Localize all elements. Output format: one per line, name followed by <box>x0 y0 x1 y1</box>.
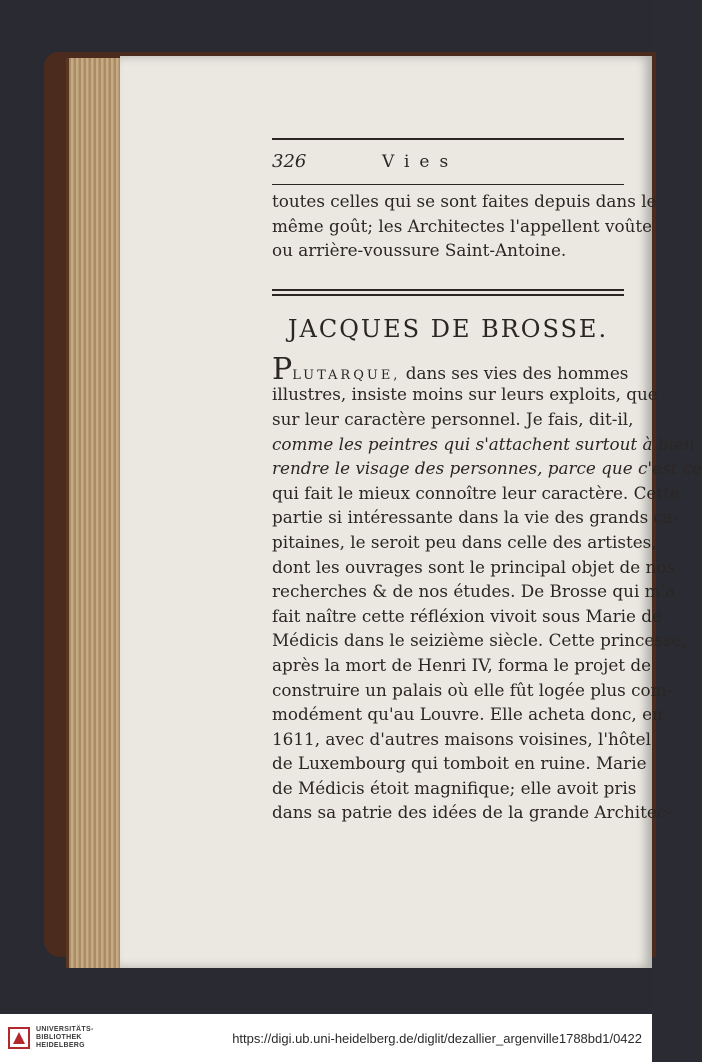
viewer-footer <box>0 1014 652 1062</box>
running-head: Vies <box>382 152 459 172</box>
text-line: 1611, avec d'autres maisons voisines, l'hôtel <box>272 728 651 749</box>
text-line: fait naître cette réfléxion vivoit sous Marie de <box>272 605 662 626</box>
text-line: toutes celles qui se sont faites depuis dans le <box>272 191 657 211</box>
text-line: recherches & de nos études. De Brosse qui m'a <box>272 581 676 602</box>
text-line: qui fait le mieux connoître leur caractère. Cette <box>272 482 680 503</box>
text-line: partie si intéressante dans la vie des grands ca- <box>272 507 679 528</box>
text-line: après la mort de Henri IV, forma le projet de <box>272 654 652 675</box>
text-line: dans sa patrie des idées de la grande Architec- <box>272 802 672 823</box>
text-line: dont les ouvrages sont le principal objet de nos <box>272 556 675 577</box>
body-paragraph <box>272 382 702 825</box>
separator-rule <box>272 289 624 291</box>
text-line: Médicis dans le seizième siècle. Cette princesse, <box>272 630 687 651</box>
library-logo-text: UNIVERSITÄTS- BIBLIOTHEK HEIDELBERG <box>36 1026 94 1049</box>
page-number: 326 <box>272 151 307 172</box>
text-line: pitaines, le seroit peu dans celle des artistes, <box>272 531 657 552</box>
small-caps: LUTARQUE, <box>292 367 401 383</box>
page-text <box>272 138 702 825</box>
header-rule-bottom <box>272 184 624 185</box>
first-line <box>272 351 629 387</box>
text-line: même goût; les Architectes l'appellent voûte <box>272 215 653 236</box>
text-line: de Médicis étoit magnifique; elle avoit pris <box>272 777 637 798</box>
text-line: construire un palais où elle fût logée plus com- <box>272 679 673 700</box>
continuation-paragraph <box>272 189 657 263</box>
section-separator <box>272 289 624 296</box>
section-heading: JACQUES DE BROSSE. <box>287 314 609 343</box>
permalink-url[interactable]: https://digi.ub.uni-heidelberg.de/diglit/dezallier_argenville1788bd1/0422 <box>232 1030 642 1046</box>
text-line-italic: comme les peintres qui s'attachent surtout à bien <box>272 433 695 454</box>
text-line: illustres, insiste moins sur leurs exploits, que <box>272 384 658 405</box>
library-logo-icon <box>8 1027 30 1049</box>
text-line: de Luxembourg qui tomboit en ruine. Marie <box>272 753 647 774</box>
text-line: ou arrière-voussure Saint-Antoine. <box>272 240 567 261</box>
first-line-rest: dans ses vies des hommes <box>400 362 629 383</box>
drop-cap: P <box>272 351 293 387</box>
page-header <box>272 140 624 184</box>
text-line: sur leur caractère personnel. Je fais, dit-il, <box>272 408 634 429</box>
separator-rule <box>272 294 624 296</box>
text-line: modément qu'au Louvre. Elle acheta donc, en <box>272 704 663 725</box>
text-line-italic: rendre le visage des personnes, parce que c'est ce <box>272 458 702 479</box>
